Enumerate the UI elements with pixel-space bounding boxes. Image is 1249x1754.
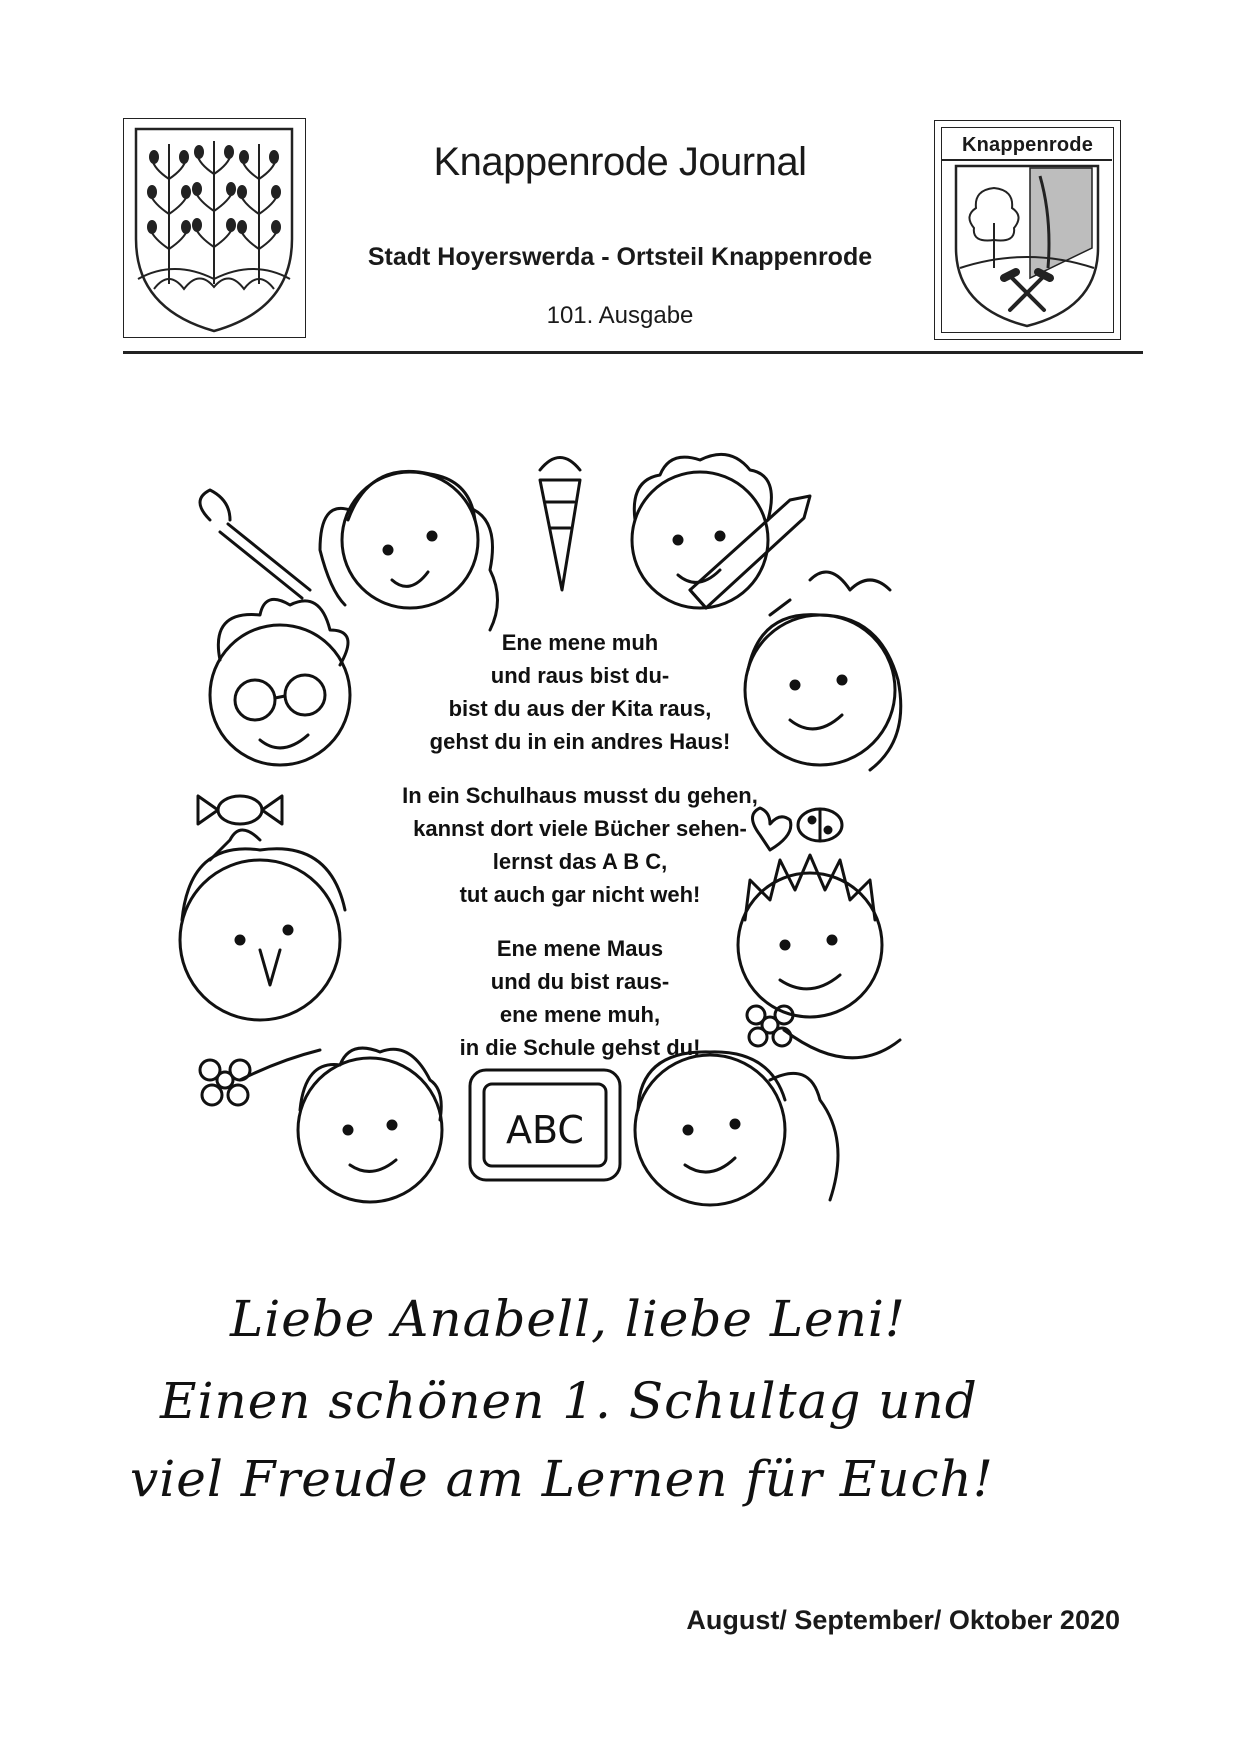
greeting-line-2: Einen schönen 1. Schultag und bbox=[160, 1372, 978, 1430]
poem-line: lernst das A B C, bbox=[492, 849, 668, 874]
crest-label: Knappenrode bbox=[961, 134, 1094, 156]
journal-header bbox=[0, 0, 1249, 360]
boy-with-glasses-face bbox=[210, 599, 350, 765]
abc-board-label: ABC bbox=[506, 1108, 584, 1152]
poem-line: Ene mene Maus bbox=[496, 936, 664, 961]
poem-line: in die Schule gehst du! bbox=[459, 1035, 701, 1060]
poem-line: kannst dort viele Bücher sehen- bbox=[413, 816, 747, 841]
girl-face-top-left bbox=[320, 471, 498, 630]
poem-stanza-1 bbox=[360, 626, 800, 758]
candy bbox=[198, 796, 282, 824]
girl-face-left-lower bbox=[180, 830, 345, 1020]
poem-line: Ene mene muh bbox=[501, 630, 659, 655]
crest-frame bbox=[941, 127, 1114, 333]
poem-stanza-3 bbox=[360, 932, 800, 1064]
ladybug bbox=[798, 809, 842, 841]
poem-stanza-2 bbox=[360, 779, 800, 911]
school-cone bbox=[540, 458, 580, 591]
issue-date: August/ September/ Oktober 2020 bbox=[686, 1605, 1120, 1635]
left-coat-of-arms bbox=[123, 118, 306, 338]
poem-line: ene mene muh, bbox=[499, 1002, 661, 1027]
oak-trees-crest-icon bbox=[124, 119, 304, 336]
poem-line: tut auch gar nicht weh! bbox=[459, 882, 701, 907]
greeting-line-1: Liebe Anabell, liebe Leni! bbox=[230, 1290, 906, 1348]
poem-line: gehst du in ein andres Haus! bbox=[429, 729, 731, 754]
pencil bbox=[690, 496, 810, 608]
journal-subtitle: Stadt Hoyerswerda - Ortsteil Knappenrode bbox=[367, 243, 873, 271]
tree-and-mining-crest-icon bbox=[942, 128, 1112, 328]
right-coat-of-arms bbox=[934, 120, 1121, 340]
header-divider bbox=[123, 351, 1143, 354]
journal-title: Knappenrode Journal bbox=[433, 140, 807, 184]
paint-brush bbox=[200, 490, 310, 598]
poem-line: In ein Schulhaus musst du gehen, bbox=[402, 783, 758, 808]
poem bbox=[360, 626, 800, 1085]
poem-line: und du bist raus- bbox=[490, 969, 670, 994]
poem-line: und raus bist du- bbox=[490, 663, 670, 688]
issue-number: 101. Ausgabe bbox=[546, 302, 694, 329]
greeting-line-3: viel Freude am Lernen für Euch! bbox=[130, 1450, 994, 1508]
poem-line: bist du aus der Kita raus, bbox=[448, 696, 712, 721]
boy-face-top-right bbox=[632, 454, 771, 608]
